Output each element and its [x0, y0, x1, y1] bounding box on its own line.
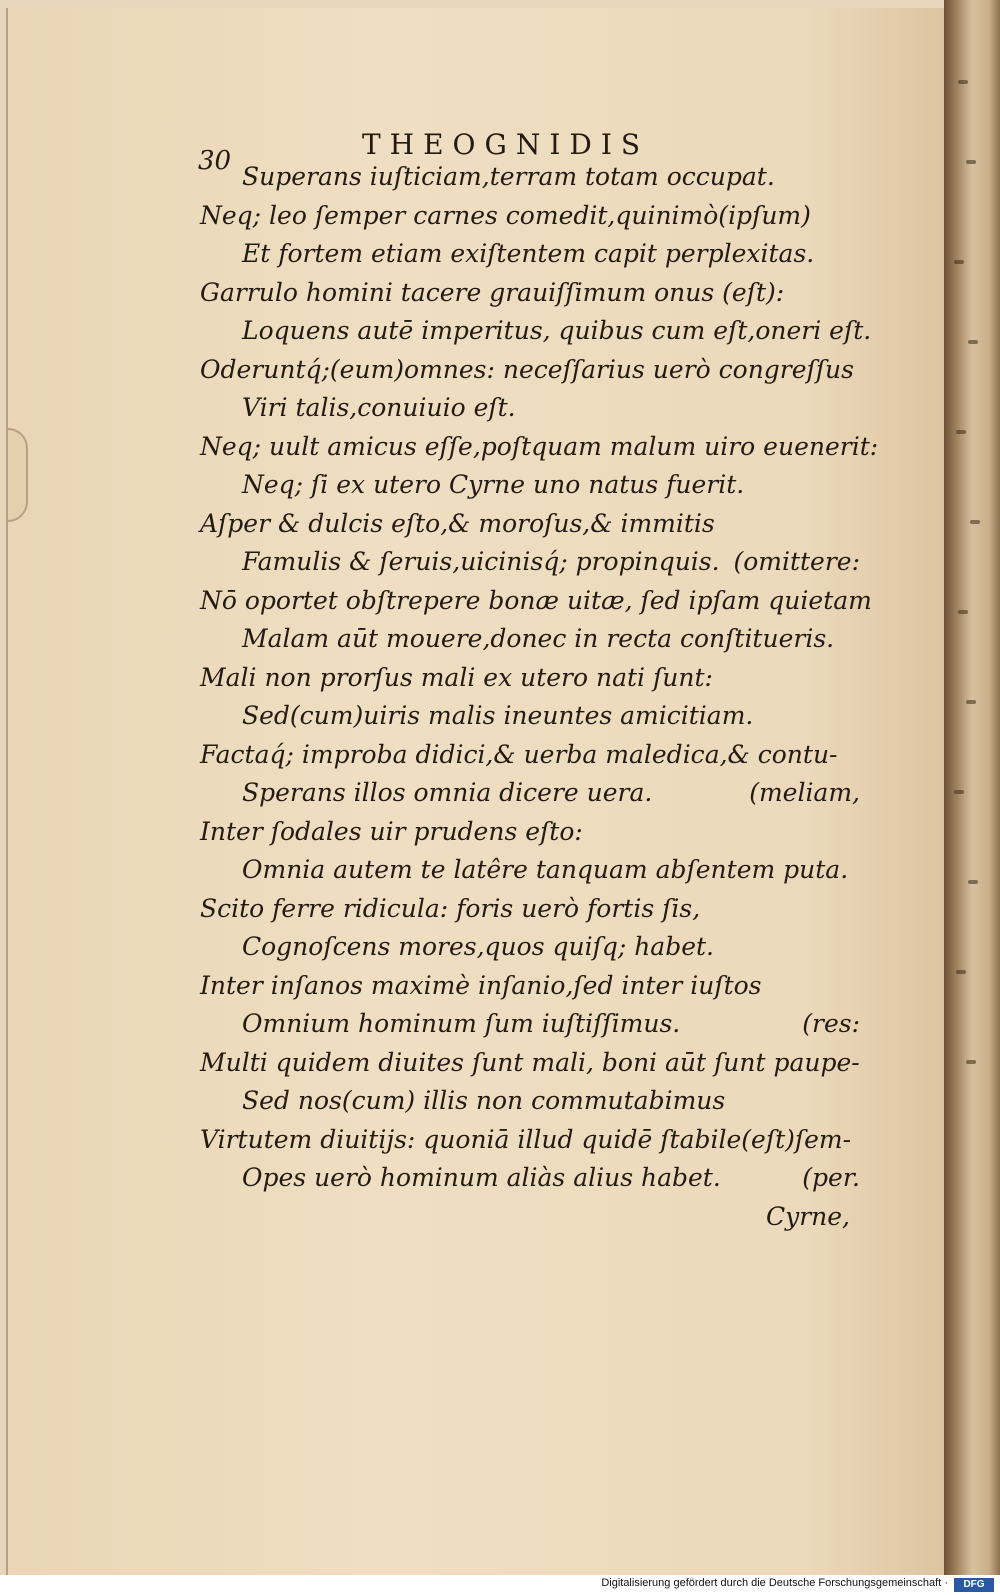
text-line-content: Loquens autē imperitus, quibus cum eſt,oneri eſt. — [242, 316, 872, 345]
text-line-content: Neq; leo ſemper carnes comedit,quinimò(ipſum) — [200, 200, 811, 230]
line-overflow-note: (per. — [802, 1163, 860, 1192]
catchword: Cyrne, — [765, 1201, 850, 1231]
verse-text-block — [200, 158, 879, 1236]
text-line-content: Omnium hominum ſum iuſtiſſimus. — [242, 1009, 681, 1038]
text-line — [200, 428, 879, 467]
text-line — [200, 505, 860, 544]
text-line — [200, 274, 860, 313]
text-line-content: Garrulo homini tacere grauiſſimum onus (eſt): — [200, 277, 785, 307]
line-overflow-note: (omittere: — [733, 547, 860, 576]
text-line-content: Opes uerò hominum aliàs alius habet. — [242, 1163, 721, 1192]
text-line — [200, 620, 860, 659]
ink-bleed-mark — [966, 160, 976, 164]
text-line — [200, 543, 860, 582]
ink-bleed-mark — [966, 1060, 976, 1064]
ink-bleed-mark — [954, 260, 964, 264]
ink-bleed-mark — [956, 430, 966, 434]
text-line — [200, 389, 860, 428]
text-line-content: Neq; uult amicus eſſe,poſtquam malum uiro euenerit: — [200, 431, 879, 461]
ink-bleed-mark — [968, 880, 978, 884]
ink-bleed-mark — [954, 790, 964, 794]
line-overflow-note: (meliam, — [749, 778, 860, 807]
text-line-content: Malam aūt mouere,donec in recta conſtitueris. — [242, 624, 835, 653]
text-line — [200, 967, 860, 1006]
text-line — [200, 1082, 860, 1121]
footer-bar — [0, 1575, 1000, 1595]
page-clasp-mark — [8, 428, 28, 522]
text-line — [200, 659, 860, 698]
text-line-content: Sed nos(cum) illis non commutabimus — [242, 1086, 726, 1115]
ink-bleed-mark — [966, 700, 976, 704]
text-line-content: Virtutem diuitijs: quoniā illud quidē ſtabile(eſt)ſem- — [200, 1124, 852, 1154]
text-line — [200, 158, 860, 197]
adjacent-page-edge — [944, 0, 1000, 1575]
ink-bleed-mark — [958, 610, 968, 614]
text-line-content: Factaq́; improba didici,& uerba maledica,& contu- — [200, 739, 838, 769]
text-line — [200, 813, 860, 852]
ink-bleed-mark — [958, 80, 968, 84]
ink-bleed-mark — [968, 340, 978, 344]
text-line-content: Omnia autem te latêre tanquam abſentem puta. — [242, 855, 849, 884]
text-line — [200, 1159, 860, 1198]
text-line-content: Multi quidem diuites ſunt mali, boni aūt ſunt paupe- — [200, 1047, 860, 1077]
text-line-content: Inter inſanos maximè inſanio,ſed inter iuſtos — [200, 970, 762, 1000]
text-line — [200, 851, 860, 890]
dfg-logo-icon: DFG — [954, 1578, 994, 1592]
text-line-content: Inter ſodales uir prudens eſto: — [200, 816, 583, 846]
text-line-content: Aſper & dulcis eſto,& moroſus,& immitis — [200, 508, 715, 538]
text-line-content: Neq; ſi ex utero Cyrne uno natus fuerit. — [242, 470, 745, 499]
text-line — [200, 774, 860, 813]
text-line — [200, 582, 872, 621]
running-head: THEOGNIDIS — [362, 128, 650, 161]
text-line-content: Sperans illos omnia dicere uera. — [242, 778, 653, 807]
text-line — [200, 1005, 860, 1044]
text-line-content: Mali non prorſus mali ex utero nati ſunt: — [200, 662, 713, 692]
text-line — [200, 697, 860, 736]
text-line — [200, 1121, 860, 1160]
text-line-content: Oderuntq́;(eum)omnes: neceſſarius uerò congreſſus — [200, 354, 854, 384]
text-line — [200, 1044, 860, 1083]
text-line — [200, 235, 860, 274]
text-line-content: Cognoſcens mores,quos quiſq; habet. — [242, 932, 714, 961]
text-line — [200, 736, 860, 775]
text-line — [200, 312, 872, 351]
text-line — [200, 466, 860, 505]
ink-bleed-mark — [970, 520, 980, 524]
line-overflow-note: (res: — [802, 1009, 860, 1038]
page-number: 30 — [198, 146, 232, 176]
text-line — [200, 197, 860, 236]
ink-bleed-mark — [956, 970, 966, 974]
text-line — [200, 890, 860, 929]
text-line-content: Famulis & ſeruis,uicinisq́; propinquis. — [242, 547, 720, 576]
text-line-content: Viri talis,conuiuio eſt. — [242, 393, 516, 422]
text-line-content: Sed(cum)uiris malis ineuntes amicitiam. — [242, 701, 754, 730]
text-line-content: Et fortem etiam exiſtentem capit perplexitas. — [242, 239, 815, 268]
text-line — [200, 928, 860, 967]
funding-credit: Digitalisierung gefördert durch die Deutsche Forschungsgemeinschaft · — [601, 1577, 948, 1589]
text-line-content: Superans iuſticiam,terram totam occupat. — [242, 162, 775, 191]
text-line-content: Scito ferre ridicula: foris uerò fortis ſis, — [200, 893, 701, 923]
text-line — [200, 351, 860, 390]
text-line-content: Nō oportet obſtrepere bonæ uitæ, ſed ipſam quietam — [200, 585, 872, 615]
